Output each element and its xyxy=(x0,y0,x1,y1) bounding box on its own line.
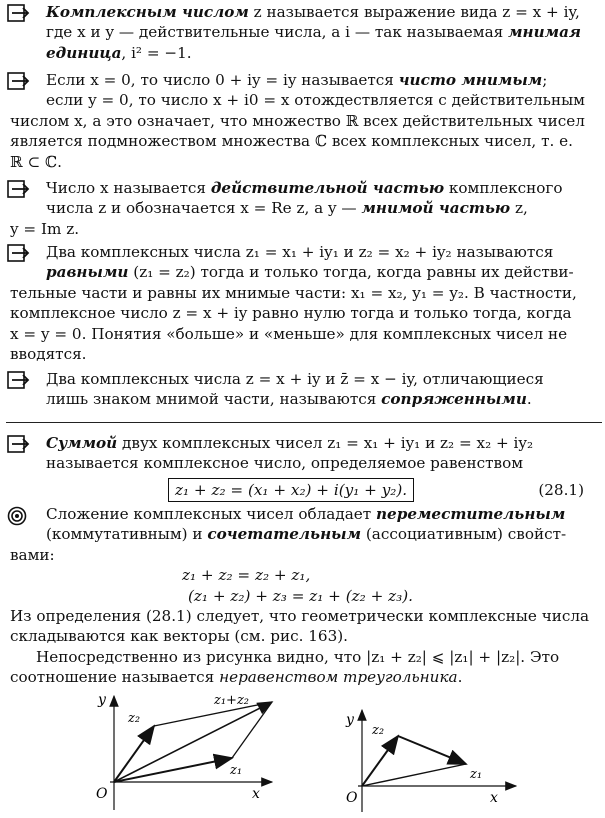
x-axis-label: x xyxy=(252,786,260,802)
text-line: y = Im z. xyxy=(10,219,80,238)
paragraph-pure-imaginary xyxy=(10,70,598,172)
vector-z1 xyxy=(114,758,232,782)
text: , i² = −1. xyxy=(121,43,192,62)
term-commutative: переместительным xyxy=(376,505,566,523)
text: z называется выражение вида z = x + iy, xyxy=(248,3,580,21)
text-line: Непосредственно из рисунка видно, что |z₁ + z₂| ⩽ |z₁| + |z₂|. Это xyxy=(36,648,560,666)
text-line: складываются как векторы (см. рис. 163). xyxy=(10,627,349,646)
text-line: комплексное число z = x + iy равно нулю тогда и только тогда, когда xyxy=(10,304,572,323)
text: лишь знаком мнимой части, называются xyxy=(46,390,382,409)
paragraph-sum-properties xyxy=(10,504,598,606)
y-axis-label: y xyxy=(98,692,106,708)
text: . xyxy=(526,390,532,409)
text: числа z и обозначается x = Re z, а y — xyxy=(46,199,362,218)
z1-label: z₁ xyxy=(230,763,243,778)
section-divider xyxy=(6,422,602,423)
text-line: вводятся. xyxy=(10,345,87,364)
paragraph-complex-number-definition xyxy=(10,2,598,63)
term-complex-number: Комплексным числом xyxy=(46,3,249,21)
text-line: ℝ ⊂ ℂ. xyxy=(10,152,62,171)
vector-z1 xyxy=(398,736,466,764)
z2-label: z₂ xyxy=(128,711,141,726)
parallelogram-side xyxy=(232,702,272,758)
formula-associative: (z₁ + z₂) + z₃ = z₁ + (z₂ + z₃). xyxy=(188,586,413,605)
text: двух комплексных чисел z₁ = x₁ + iy₁ и z₂ = x₂ + iy₂ xyxy=(117,434,534,452)
text: Сложение комплексных чисел обладает xyxy=(46,505,376,523)
text-line: вами: xyxy=(10,545,55,564)
text-line: числом x, а это означает, что множество ℝ всех действительных чисел xyxy=(10,111,585,130)
term-real-part: действительной частью xyxy=(210,179,445,197)
text: (z₁ = z₂) тогда и только тогда, когда равны их действи- xyxy=(128,263,574,282)
text: (ассоциативным) свойст- xyxy=(361,525,567,544)
text: где x и y — действительные числа, a i — так называемая xyxy=(46,23,509,42)
vector-sum xyxy=(362,764,466,786)
paragraph-geometric-sum xyxy=(10,606,598,647)
text-line: тельные части и равны их мнимые части: x₁ = x₂, y₁ = y₂. В частности, xyxy=(10,283,577,302)
sum-label: z₁+z₂ xyxy=(214,693,250,708)
term-triangle-inequality: неравенством треугольника xyxy=(219,668,458,687)
term-associative: сочетательным xyxy=(207,525,362,544)
paragraph-conjugate xyxy=(10,369,598,410)
text-line: x = y = 0. Понятия «больше» и «меньше» для комплексных чисел не xyxy=(10,324,568,343)
paragraph-triangle-inequality xyxy=(10,647,598,688)
vector-z2 xyxy=(114,726,154,782)
term-unit: единица xyxy=(46,43,122,62)
text-line: называется комплексное число, определяемое равенством xyxy=(46,454,524,473)
text: Число x называется xyxy=(46,179,211,197)
term-sum: Суммой xyxy=(46,434,118,452)
paragraph-equal-numbers xyxy=(10,242,598,364)
text: Если x = 0, то число 0 + iy = iy называется xyxy=(46,71,399,89)
text: ; xyxy=(542,71,548,89)
x-axis-label: x xyxy=(490,790,498,806)
formula-28-1: z₁ + z₂ = (x₁ + x₂) + i(y₁ + y₂). xyxy=(168,478,414,502)
origin-label: O xyxy=(346,790,358,806)
text: z, xyxy=(510,199,528,218)
text-line: Два комплексных числа z = x + iy и z̄ = x − iy, отличающиеся xyxy=(46,370,544,388)
text: соотношение называется xyxy=(10,668,220,687)
equation-number: (28.1) xyxy=(538,480,584,499)
paragraph-real-imaginary-parts xyxy=(10,178,598,239)
paragraph-sum-definition xyxy=(10,433,598,506)
term-conjugate: сопряженными xyxy=(381,390,527,409)
term-pure-imaginary: чисто мнимым xyxy=(398,71,543,89)
parallelogram-side xyxy=(154,702,272,726)
text-line: Из определения (28.1) следует, что геометрически комплексные числа xyxy=(10,607,590,625)
origin-label: O xyxy=(96,786,108,802)
y-axis-label: y xyxy=(346,712,354,728)
term-imaginary-part: мнимой частью xyxy=(361,199,511,218)
text: (коммутативным) и xyxy=(46,525,208,544)
vector-z2 xyxy=(362,736,398,786)
term-equal: равными xyxy=(46,263,129,282)
figure-parallelogram xyxy=(84,690,284,815)
text: комплексного xyxy=(444,179,563,197)
term-imaginary: мнимая xyxy=(508,23,581,42)
z1-label: z₁ xyxy=(470,767,483,782)
text-line: Два комплексных числа z₁ = x₁ + iy₁ и z₂ = x₂ + iy₂ называются xyxy=(46,243,554,261)
text-line: если y = 0, то число x + i0 = x отождествляется с действительным xyxy=(46,91,585,110)
z2-label: z₂ xyxy=(372,723,385,738)
text: . xyxy=(457,668,463,687)
figure-triangle xyxy=(340,704,520,816)
formula-commutative: z₁ + z₂ = z₂ + z₁, xyxy=(182,566,311,585)
text-line: является подмножеством множества ℂ всех комплексных чисел, т. е. xyxy=(10,132,573,151)
